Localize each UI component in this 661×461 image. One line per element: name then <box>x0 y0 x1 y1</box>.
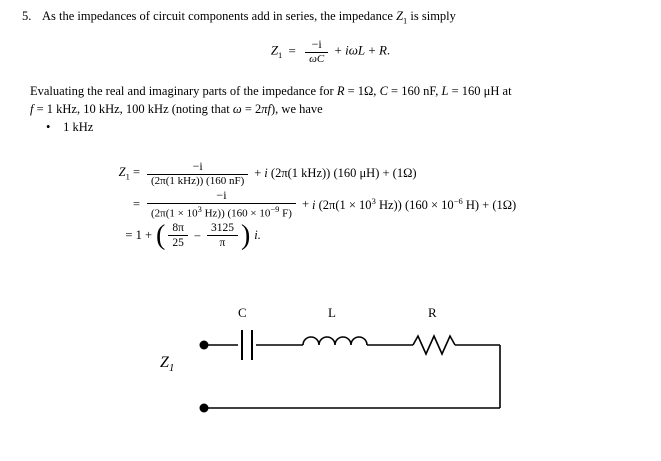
left-paren: ( <box>156 219 166 251</box>
derivation-row-3-lhs: = 1 + <box>125 228 152 243</box>
problem-text: As the impedances of circuit components add in series, the impedance $Z_1$ is simply <box>42 9 456 26</box>
plus-sign: + <box>254 166 262 181</box>
inductor-label: L <box>328 305 336 320</box>
derivation-row-2-term: i ($2\pi(1 \times 10^3$ Hz)) ($160 \times 10^{-6}$ H) + (1Ω) <box>312 195 517 213</box>
fraction-numerator: −i <box>311 37 322 51</box>
derivation-row-2 <box>112 189 516 220</box>
fraction-denominator: ωC <box>309 52 325 65</box>
derivation-row-3-tail: i. <box>254 228 261 243</box>
fraction-numerator: −i <box>192 159 203 173</box>
derivation-row-2-rhs <box>144 189 516 220</box>
equation-impedance: $Z_1$ = $\frac{-i}{\omega C}$ + iωL + R. <box>270 37 391 65</box>
derivation-row-3-rhs <box>156 219 261 251</box>
impedance-label: $Z_1$ <box>160 354 175 375</box>
fraction-numerator: 3125 <box>210 222 234 235</box>
fraction-numerator: 8π <box>172 222 184 235</box>
fraction-numerator: −i <box>216 188 227 203</box>
equation-remainder: + iωL + R. <box>334 42 391 58</box>
derivation-block <box>112 160 516 252</box>
evaluating-paragraph <box>30 82 622 118</box>
derivation-row-1-rhs <box>144 160 417 187</box>
derivation-row-1-lhs: $Z_1$ = <box>118 165 140 182</box>
fraction-denominator: π <box>219 237 226 250</box>
fraction-denominator: 25 <box>172 237 184 250</box>
fraction-8pi-over-25 <box>168 222 188 249</box>
resistor-label: R <box>428 305 437 320</box>
bullet-dot-icon: • <box>46 120 51 134</box>
capacitor-label: C <box>238 305 247 320</box>
big-parenthesis-group <box>156 219 251 251</box>
terminal-bottom <box>200 404 209 413</box>
list-item-1khz <box>46 120 93 135</box>
fraction-denominator: ($2\pi(1 \times 10^3$ Hz)) ($160 \times 10^{-9}$ F) <box>151 203 292 220</box>
circuit-svg <box>160 300 540 430</box>
inductor-coils <box>303 337 367 345</box>
terminal-top <box>200 341 209 350</box>
fraction-minus-i-over-omega-c <box>305 38 328 65</box>
evaluating-line-1: Evaluating the real and imaginary parts of the impedance for R = 1Ω, C = 160 nF, L = 160 μH at <box>30 84 512 98</box>
derivation-row-1 <box>112 160 516 187</box>
minus-sign: − <box>193 228 201 243</box>
derivation-row-2-lhs: = <box>132 197 140 212</box>
right-paren: ) <box>240 219 251 251</box>
plus-sign: + <box>301 197 310 212</box>
derivation-row-3 <box>112 219 516 251</box>
problem-number: 5. <box>22 9 32 23</box>
derivation-row-1-term: i (2π(1 kHz)) (160 μH) + (1Ω) <box>264 166 417 181</box>
circuit-diagram <box>160 300 540 430</box>
problem-statement <box>22 8 642 27</box>
fraction-row-2 <box>147 189 296 220</box>
fraction-denominator: (2π(1 kHz)) (160 nF) <box>151 174 245 187</box>
fraction-row-1 <box>147 160 248 187</box>
equation-lhs-symbol: Z <box>270 42 279 58</box>
fraction-3125-over-pi <box>207 222 238 249</box>
evaluating-line-2: f = 1 kHz, 10 kHz, 100 kHz (noting that ω = 2πf), we have <box>30 102 323 117</box>
resistor-zigzag <box>413 336 455 354</box>
list-item-label: 1 kHz <box>63 120 94 134</box>
